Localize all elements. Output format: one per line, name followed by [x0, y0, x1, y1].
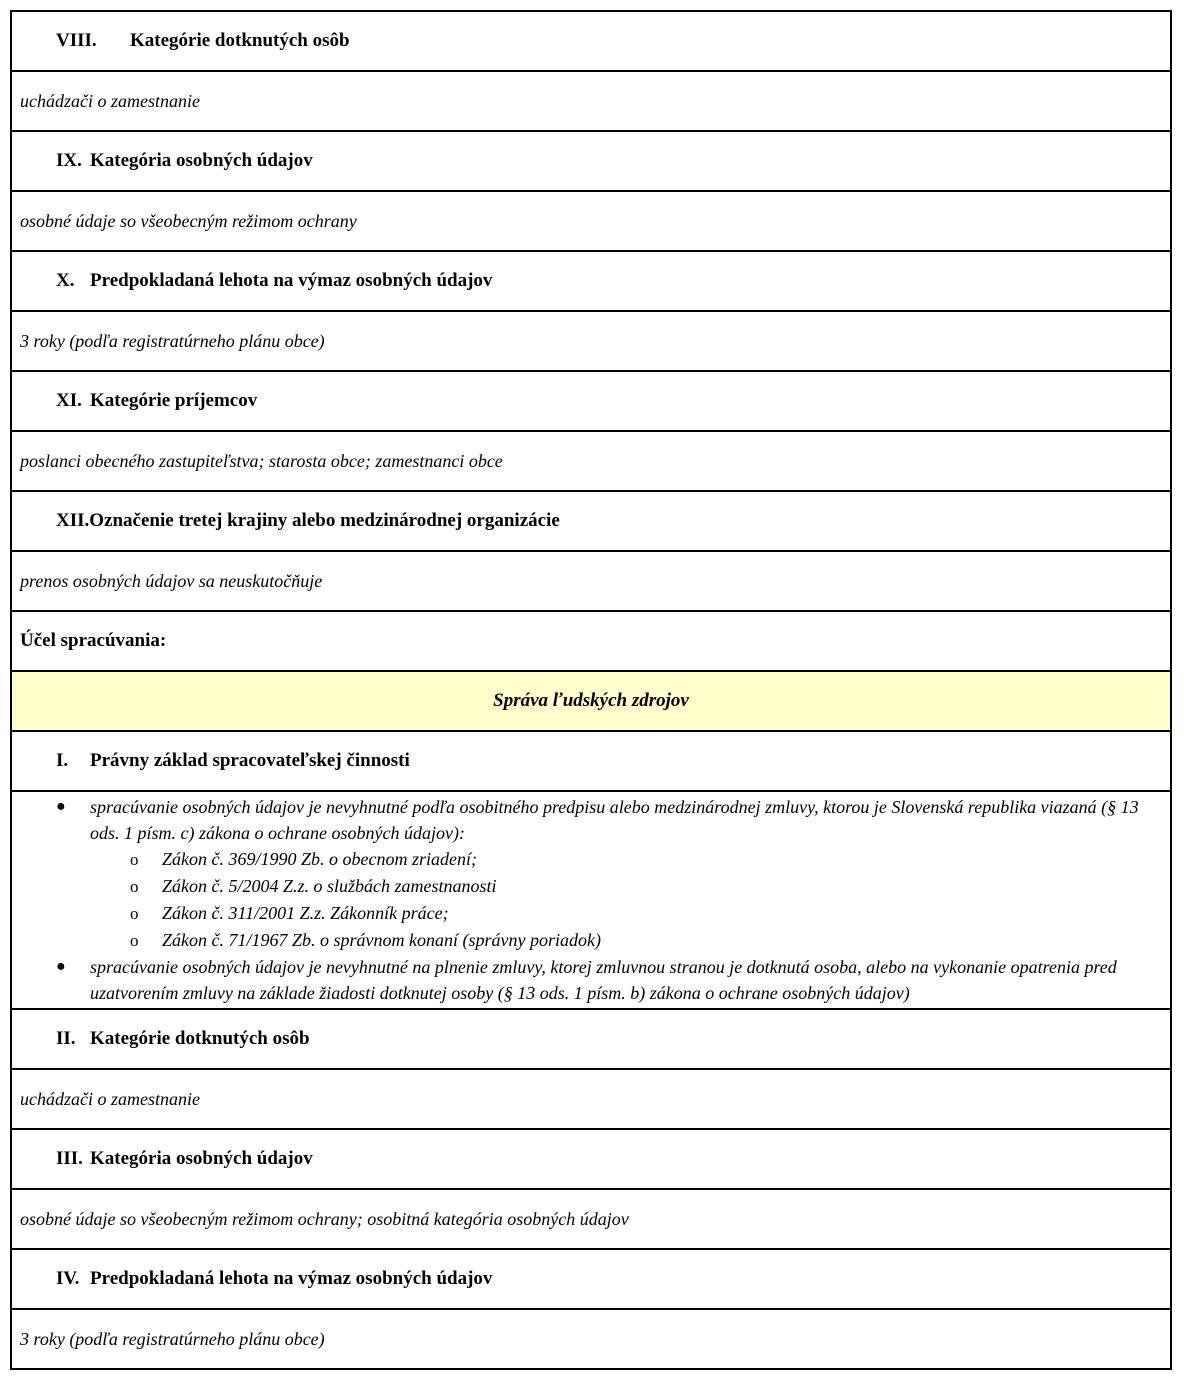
law-item — [12, 900, 1170, 927]
section-value: poslanci obecného zastupiteľstva; starosta obce; zamestnanci obce — [12, 430, 1170, 490]
section-header-xi — [12, 370, 1170, 430]
circle-bullet-icon: o — [130, 904, 139, 923]
section-number: X. — [56, 270, 75, 291]
section-header-xii — [12, 490, 1170, 550]
section-number: XI. — [56, 390, 82, 411]
document-table — [10, 10, 1172, 1370]
section-title: Kategória osobných údajov — [90, 1148, 313, 1169]
section-value: osobné údaje so všeobecným režimom ochrany — [12, 190, 1170, 250]
law-text: Zákon č. 5/2004 Z.z. o službách zamestnanosti — [162, 876, 497, 896]
section-header-iii — [12, 1128, 1170, 1188]
section-header-iv — [12, 1248, 1170, 1308]
purpose-banner: Správa ľudských zdrojov — [12, 670, 1170, 730]
section-value: uchádzači o zamestnanie — [12, 70, 1170, 130]
section-value: 3 roky (podľa registratúrneho plánu obce) — [12, 1308, 1170, 1368]
bullet-icon: ● — [56, 958, 66, 975]
section-number: XII. — [56, 510, 90, 531]
section-number: VIII. — [56, 30, 97, 51]
section-title: Kategórie dotknutých osôb — [90, 1028, 310, 1049]
section-value: prenos osobných údajov sa neuskutočňuje — [12, 550, 1170, 610]
bullet-icon: ● — [56, 798, 66, 815]
section-header-ii — [12, 1008, 1170, 1068]
section-title: Predpokladaná lehota na výmaz osobných údajov — [90, 270, 493, 291]
section-header-i — [12, 730, 1170, 790]
law-text: Zákon č. 369/1990 Zb. o obecnom zriadení; — [162, 849, 477, 869]
list-item — [12, 954, 1170, 1006]
section-number: III. — [56, 1148, 83, 1169]
section-header-x — [12, 250, 1170, 310]
section-header-viii — [12, 10, 1170, 70]
law-text: Zákon č. 71/1967 Zb. o správnom konaní (správny poriadok) — [162, 930, 601, 950]
law-item — [12, 873, 1170, 900]
law-item — [12, 846, 1170, 873]
circle-bullet-icon: o — [130, 850, 139, 869]
section-number: II. — [56, 1028, 76, 1049]
section-header-ix — [12, 130, 1170, 190]
section-value: 3 roky (podľa registratúrneho plánu obce) — [12, 310, 1170, 370]
section-number: I. — [56, 750, 69, 771]
law-item — [12, 927, 1170, 954]
list-item-text: spracúvanie osobných údajov je nevyhnutné na plnenie zmluvy, ktorej zmluvnou stranou je dotknutá osoba, alebo na vykonanie opatrenia pred uzatvorením zmluvy na základe žiadosti dotknutej osoby (§ 13 ods. 1 písm. b) zákona o ochrane osobných údajov) — [90, 957, 1117, 1003]
circle-bullet-icon: o — [130, 877, 139, 896]
section-number: IV. — [56, 1268, 80, 1289]
section-title: Kategória osobných údajov — [90, 150, 313, 171]
section-title: Označenie tretej krajiny alebo medzinárodnej organizácie — [89, 510, 560, 531]
purpose-label: Účel spracúvania: — [12, 610, 1170, 670]
section-title: Predpokladaná lehota na výmaz osobných údajov — [90, 1268, 493, 1289]
section-title: Kategórie dotknutých osôb — [130, 30, 350, 51]
legal-basis-list — [12, 790, 1170, 1008]
section-number: IX. — [56, 150, 82, 171]
list-item-text: spracúvanie osobných údajov je nevyhnutné podľa osobitného predpisu alebo medzinárodnej zmluvy, ktorou je Slovenská republika viazaná (§ 13 ods. 1 písm. c) zákona o ochrane osobných údajov): — [90, 797, 1139, 843]
section-value: uchádzači o zamestnanie — [12, 1068, 1170, 1128]
circle-bullet-icon: o — [130, 931, 139, 950]
section-title: Kategórie príjemcov — [90, 390, 258, 411]
section-value: osobné údaje so všeobecným režimom ochrany; osobitná kategória osobných údajov — [12, 1188, 1170, 1248]
law-text: Zákon č. 311/2001 Z.z. Zákonník práce; — [162, 903, 449, 923]
list-item — [12, 794, 1170, 846]
section-title: Právny základ spracovateľskej činnosti — [90, 750, 410, 771]
